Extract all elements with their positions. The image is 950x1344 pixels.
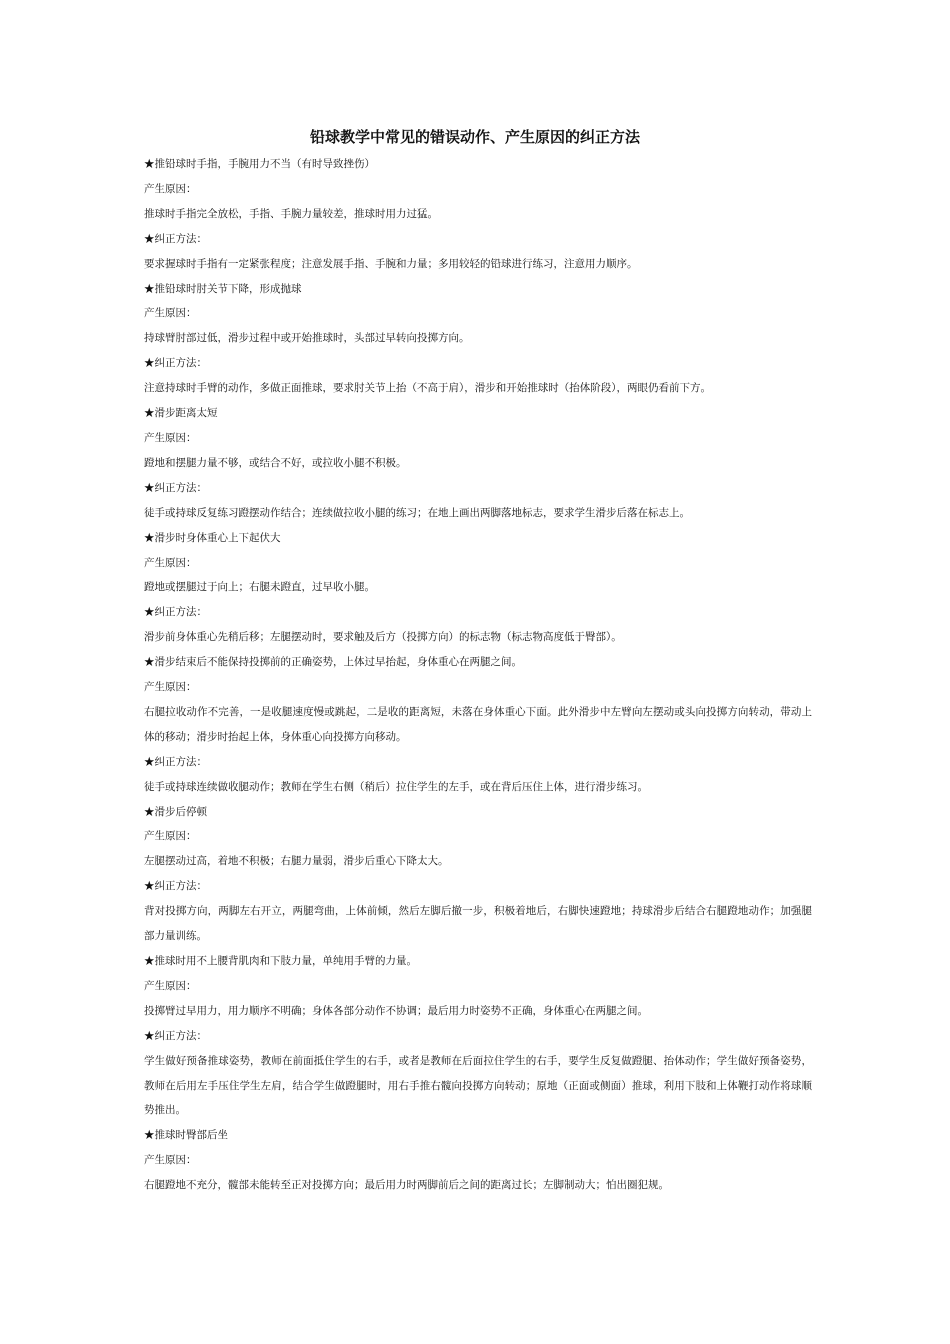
cause-text: 持球臂肘部过低，滑步过程中或开始推球时，头部过早转向投掷方向。 <box>144 332 470 345</box>
correction-text: 滑步前身体重心先稍后移；左腿摆动时，要求触及后方（投掷方向）的标志物（标志物高度低于臀部）。 <box>144 631 622 644</box>
correction-label: ★纠正方法： <box>144 1029 207 1042</box>
cause-text: 左腿摆动过高，着地不积极；右腿力量弱，滑步后重心下降太大。 <box>144 855 449 868</box>
heading-hips-back: ★推球时臀部后坐 <box>144 1129 228 1142</box>
correction-label: ★纠正方法： <box>144 880 207 893</box>
cause-text: 推球时手指完全放松，手指、手腕力量较差，推球时用力过猛。 <box>144 207 438 220</box>
correction-label: ★纠正方法： <box>144 232 207 245</box>
cause-text: 投掷臂过早用力，用力顺序不明确；身体各部分动作不协调；最后用力时姿势不正确，身体重心在两腿之间。 <box>144 1004 648 1017</box>
correction-label: ★纠正方法： <box>144 481 207 494</box>
cause-label: 产生原因： <box>144 979 197 992</box>
correction-label: ★纠正方法： <box>144 357 207 370</box>
heading-short-glide: ★滑步距离太短 <box>144 407 218 420</box>
correction-text: 注意持球时手臂的动作，多做正面推球，要求肘关节上抬（不高于肩），滑步和开始推球时（抬体阶段），两眼仍看前下方。 <box>144 382 711 395</box>
cause-text: 右腿拉收动作不完善，一是收腿速度慢或跳起，二是收的距离短，未落在身体重心下面。此外滑步中左臂向左摆动或头向投掷方向转动，带动上体的移动；滑步时抬起上体，身体重心向投掷方向移动。 <box>144 705 812 743</box>
document-title: 铅球教学中常见的错误动作、产生原因的纠正方法 <box>309 128 640 146</box>
correction-label: ★纠正方法： <box>144 755 207 768</box>
heading-finger-wrist: ★推铅球时手指，手腕用力不当（有时导致挫伤） <box>144 158 375 170</box>
heading-arm-only: ★推球时用不上腰背肌肉和下肢力量，单纯用手臂的力量。 <box>144 955 417 967</box>
heading-center-of-gravity: ★滑步时身体重心上下起伏大 <box>144 531 281 544</box>
document-body <box>144 152 812 1198</box>
heading-posture-after-glide: ★滑步结束后不能保持投掷前的正确姿势，上体过早抬起，身体重心在两腿之间。 <box>144 656 522 669</box>
cause-label: 产生原因： <box>144 681 197 694</box>
heading-elbow-drop: ★推铅球时肘关节下降，形成抛球 <box>144 282 302 295</box>
cause-label: 产生原因： <box>144 1154 197 1167</box>
cause-label: 产生原因： <box>144 830 197 843</box>
cause-label: 产生原因： <box>144 307 197 320</box>
correction-text: 背对投掷方向，两脚左右开立，两腿弯曲，上体前倾，然后左脚后撤一步，积极着地后，右脚快速蹬地；持球滑步后结合右腿蹬地动作；加强腿部力量训练。 <box>144 905 812 943</box>
cause-label: 产生原因： <box>144 431 197 444</box>
cause-text: 蹬地和摆腿力量不够，或结合不好，或拉收小腿不积极。 <box>144 456 407 469</box>
heading-pause-after-glide: ★滑步后停顿 <box>144 805 207 818</box>
correction-text: 学生做好预备推球姿势，教师在前面抵住学生的右手，或者是教师在后面拉住学生的右手，要学生反复做蹬腿、抬体动作；学生做好预备姿势，教师在后用左手压住学生左肩，结合学生做蹬腿时，用右手推右髋向投掷方向转动；原地（正面或侧面）推球，利用下肢和上体鞭打动作将球顺势推出。 <box>144 1054 812 1117</box>
cause-label: 产生原因： <box>144 182 197 195</box>
cause-text: 蹬地或摆腿过于向上；右腿未蹬直，过早收小腿。 <box>144 581 375 594</box>
correction-label: ★纠正方法： <box>144 606 207 619</box>
correction-text: 徒手或持球连续做收腿动作；教师在学生右侧（稍后）拉住学生的左手，或在背后压住上体，进行滑步练习。 <box>144 780 648 793</box>
cause-label: 产生原因： <box>144 556 197 569</box>
correction-text: 要求握球时手指有一定紧张程度；注意发展手指、手腕和力量；多用较轻的铅球进行练习，注意用力顺序。 <box>144 257 638 270</box>
cause-text: 右腿蹬地不充分，髋部未能转至正对投掷方向；最后用力时两脚前后之间的距离过长；左脚制动大；怕出圈犯规。 <box>144 1179 669 1192</box>
correction-text: 徒手或持球反复练习蹬摆动作结合；连续做拉收小腿的练习；在地上画出两脚落地标志，要求学生滑步后落在标志上。 <box>144 506 690 519</box>
